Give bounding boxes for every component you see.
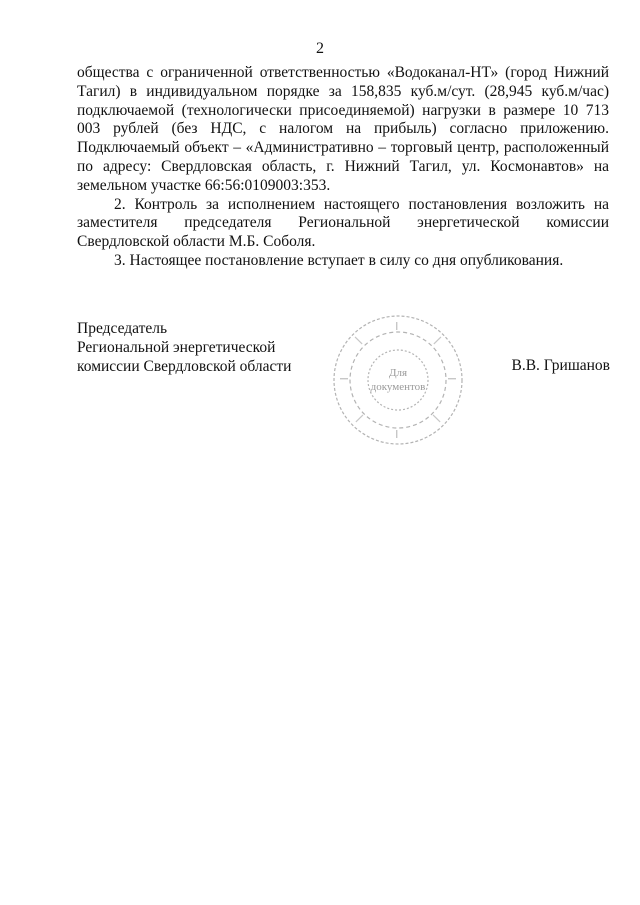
signer-title-line-2: Региональной энергетической xyxy=(77,338,276,356)
stamp-text-line-1: Для xyxy=(388,367,408,379)
signer-title-line-3: комиссии Свердловской области xyxy=(77,357,292,375)
signer-name: В.В. Гришанов xyxy=(511,357,610,374)
paragraph-item-2: 2. Контроль за исполнением настоящего постановления возложить на заместителя председателя Региональной энергетической комиссии Свердловской области М.Б. Соболя. xyxy=(77,195,609,251)
signer-title-line-1: Председатель xyxy=(77,320,168,337)
stamp-text-line-2: документов xyxy=(370,381,426,393)
signature-block xyxy=(77,320,291,376)
official-stamp-icon xyxy=(330,312,466,448)
document-body xyxy=(77,64,609,271)
page-number: 2 xyxy=(316,40,324,57)
paragraph-item-3: 3. Настоящее постановление вступает в силу со дня опубликования. xyxy=(114,251,564,269)
paragraph-continuation: общества с ограниченной ответственностью «Водоканал-НТ» (город Нижний Тагил) в индивидуальном порядке за 158,835 куб.м/сут. (28,945 куб.м/час) подключаемой (технологически присоединяемой) нагрузки в размере 10 713 003 рублей (без НДС, с налогом на прибыль) согласно приложению. Подключаемый объект – «Административно – торговый центр, расположенный по адресу: Свердловская область, г. Нижний Тагил, ул. Космонавтов» на земельном участке 66:56:0109003:353. xyxy=(77,64,609,194)
